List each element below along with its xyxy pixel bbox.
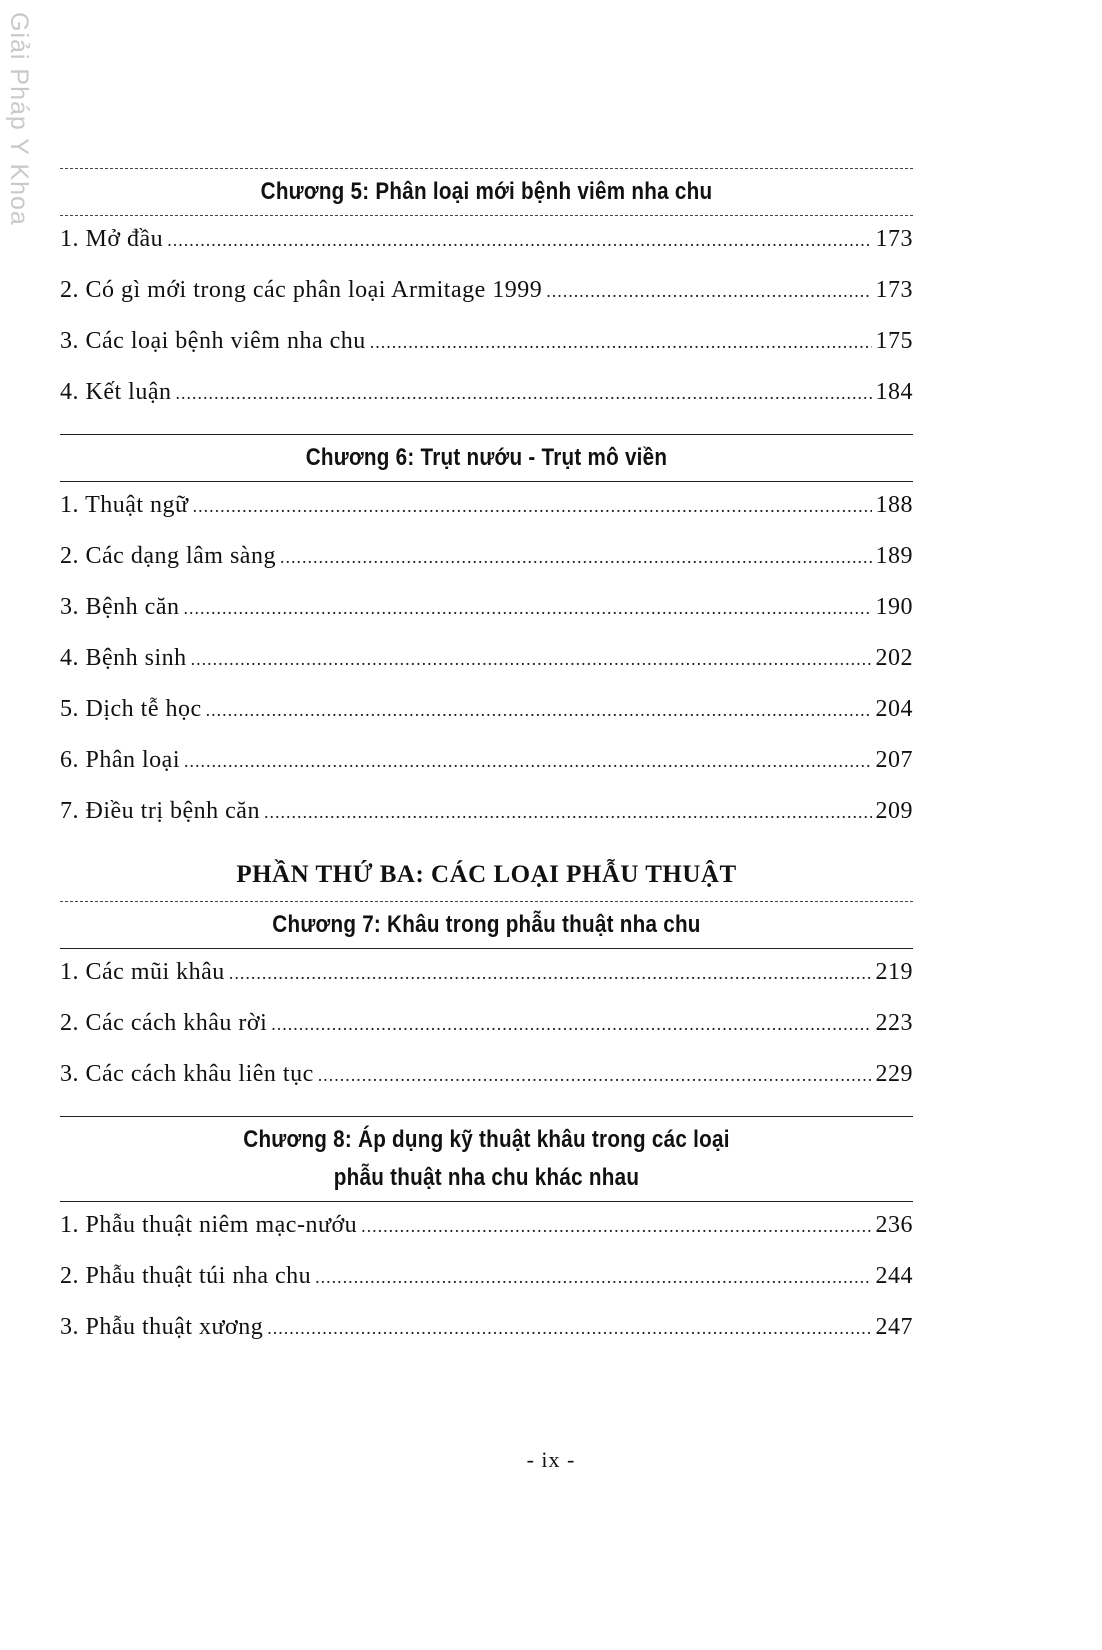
- entry-label: 2. Phẫu thuật túi nha chu: [60, 1263, 312, 1289]
- entry-page: 223: [875, 1010, 913, 1036]
- toc-entry[interactable]: [60, 492, 913, 543]
- entry-page: 173: [875, 277, 913, 303]
- dot-leader: [271, 1014, 871, 1035]
- toc-entry[interactable]: [60, 1061, 913, 1112]
- dot-leader: [264, 802, 872, 823]
- entry-page: 190: [875, 594, 913, 620]
- chapter-title-line: phẫu thuật nha chu khác nhau: [333, 1164, 640, 1191]
- entry-page: 209: [875, 798, 913, 824]
- toc-entry[interactable]: [60, 959, 913, 1010]
- entry-page: 173: [875, 226, 913, 252]
- entry-label: 3. Phẫu thuật xương: [60, 1314, 264, 1340]
- chapter-entries: [60, 216, 913, 434]
- dot-leader: [318, 1065, 872, 1086]
- chapter-title-line: Chương 8: Áp dụng kỹ thuật khâu trong các loại: [243, 1126, 730, 1153]
- entry-page: 204: [875, 696, 913, 722]
- entry-page: 189: [875, 543, 913, 569]
- dot-leader: [267, 1318, 871, 1339]
- part-title: PHẦN THỨ BA: CÁC LOẠI PHẪU THUẬT: [236, 861, 737, 888]
- toc-entry[interactable]: [60, 226, 913, 277]
- toc-entry[interactable]: [60, 1010, 913, 1061]
- entry-label: 1. Thuật ngữ: [60, 492, 189, 518]
- dot-leader: [191, 649, 872, 670]
- dot-leader: [370, 332, 872, 353]
- dot-leader: [193, 496, 872, 517]
- page-number: - ix -: [526, 1447, 576, 1472]
- dot-leader: [546, 281, 871, 302]
- toc-entry[interactable]: [60, 747, 913, 798]
- table-of-contents: [60, 168, 913, 1369]
- entry-label: 2. Có gì mới trong các phân loại Armitage 1999: [60, 277, 543, 303]
- entry-page: 175: [875, 328, 913, 354]
- entry-page: 219: [875, 959, 913, 985]
- entry-label: 1. Các mũi khâu: [60, 959, 225, 985]
- chapter-title: [120, 1117, 854, 1201]
- toc-entry[interactable]: [60, 277, 913, 328]
- entry-label: 3. Bệnh căn: [60, 594, 180, 620]
- entry-page: 188: [875, 492, 913, 518]
- dot-leader: [167, 230, 871, 251]
- entry-label: 5. Dịch tễ học: [60, 696, 202, 722]
- toc-entry[interactable]: [60, 798, 913, 849]
- entry-label: 6. Phân loại: [60, 747, 180, 773]
- toc-entry[interactable]: [60, 379, 913, 430]
- entry-label: 7. Điều trị bệnh căn: [60, 798, 260, 824]
- entry-label: 1. Mở đầu: [60, 226, 164, 252]
- entry-page: 236: [875, 1212, 913, 1238]
- toc-entry[interactable]: [60, 543, 913, 594]
- toc-entry[interactable]: [60, 696, 913, 747]
- entry-page: 184: [875, 379, 913, 405]
- toc-entry[interactable]: [60, 1212, 913, 1263]
- dot-leader: [175, 383, 871, 404]
- dot-leader: [184, 751, 872, 772]
- toc-entry[interactable]: [60, 645, 913, 696]
- dot-leader: [229, 963, 872, 984]
- dot-leader: [280, 547, 872, 568]
- toc-entry[interactable]: [60, 1314, 913, 1365]
- entry-label: 3. Các loại bệnh viêm nha chu: [60, 328, 366, 354]
- toc-entry[interactable]: [60, 594, 913, 645]
- dot-leader: [183, 598, 871, 619]
- chapter-entries: [60, 949, 913, 1116]
- entry-label: 2. Các cách khâu rời: [60, 1010, 268, 1036]
- entry-page: 244: [875, 1263, 913, 1289]
- dot-leader: [315, 1267, 871, 1288]
- chapter-entries: [60, 1202, 913, 1369]
- entry-label: 2. Các dạng lâm sàng: [60, 543, 276, 569]
- entry-page: 247: [875, 1314, 913, 1340]
- dot-leader: [206, 700, 872, 721]
- dot-leader: [361, 1216, 871, 1237]
- entry-page: 207: [875, 747, 913, 773]
- toc-entry[interactable]: [60, 328, 913, 379]
- entry-label: 1. Phẫu thuật niêm mạc-nướu: [60, 1212, 358, 1238]
- chapter-title: Chương 7: Khâu trong phẫu thuật nha chu: [272, 911, 701, 938]
- entry-label: 4. Kết luận: [60, 379, 172, 405]
- toc-entry[interactable]: [60, 1263, 913, 1314]
- chapter-title: Chương 5: Phân loại mới bệnh viêm nha chu: [260, 178, 713, 205]
- chapter-entries: [60, 482, 913, 853]
- watermark-text: Giải Pháp Y Khoa: [5, 12, 33, 226]
- entry-label: 4. Bệnh sinh: [60, 645, 187, 671]
- chapter-title: Chương 6: Trụt nướu - Trụt mô viền: [305, 444, 668, 471]
- entry-page: 229: [875, 1061, 913, 1087]
- entry-label: 3. Các cách khâu liên tục: [60, 1061, 314, 1087]
- entry-page: 202: [875, 645, 913, 671]
